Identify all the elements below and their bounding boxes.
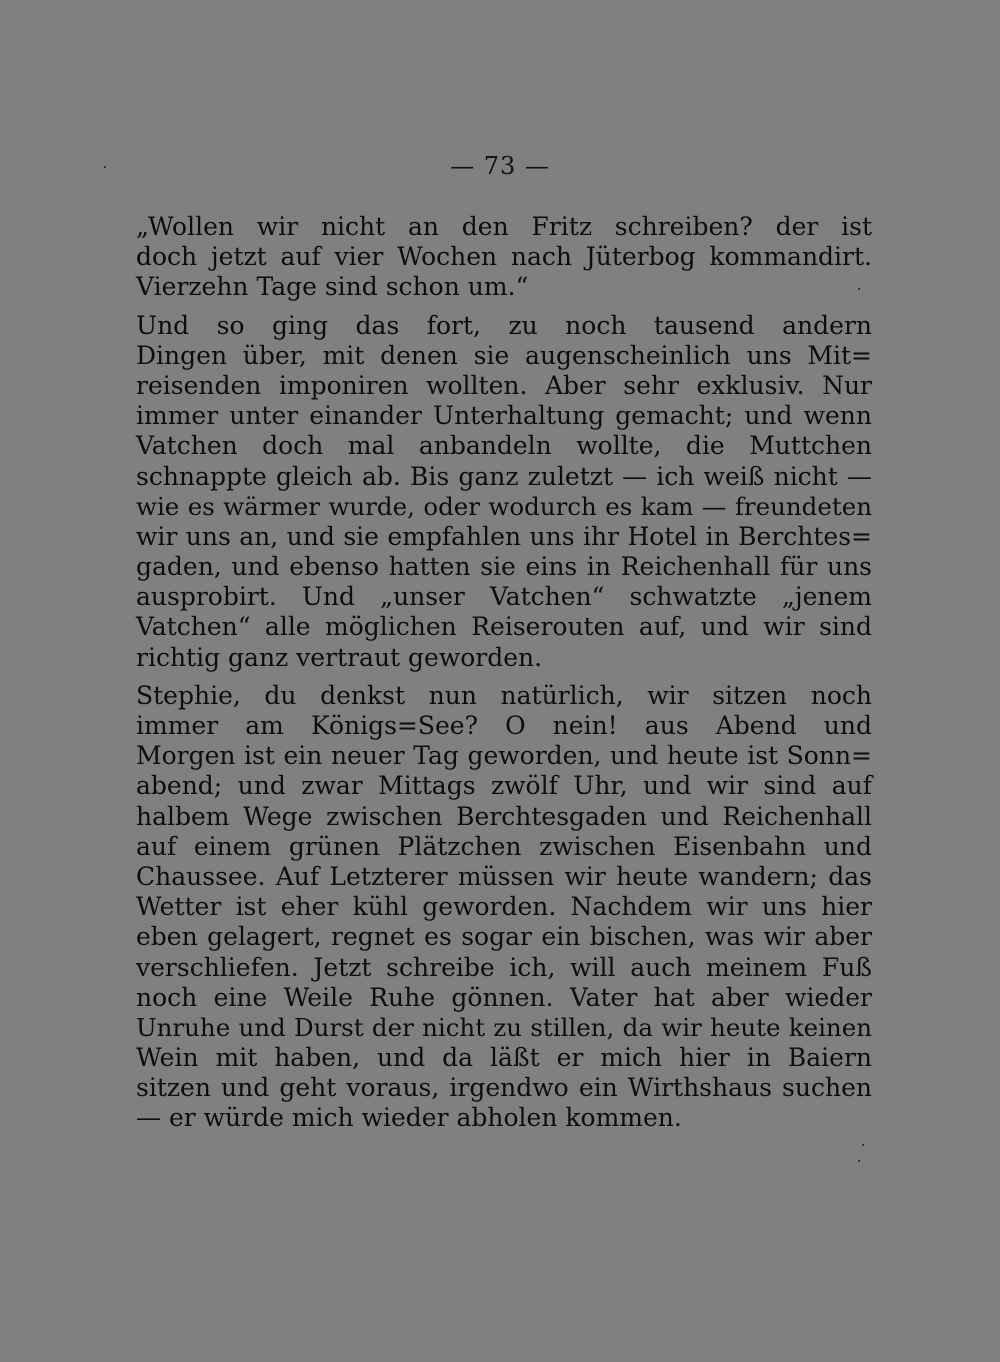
page-number: — 73 — bbox=[450, 152, 550, 180]
scan-speck bbox=[858, 288, 860, 290]
text-line: immer unter einander Unterhaltung gemacht; und wenn bbox=[136, 401, 872, 431]
text-line: schnappte gleich ab. Bis ganz zuletzt — ich weiß nicht — bbox=[136, 461, 872, 491]
text-line: Stephie, du denkst nun natürlich, wir sitzen noch bbox=[136, 680, 872, 710]
text-line: wie es wärmer wurde, oder wodurch es kam — freundeten bbox=[136, 491, 872, 521]
text-line: abend; und zwar Mittags zwölf Uhr, und wir sind auf bbox=[136, 771, 872, 801]
text-line: Wein mit haben, und da läßt er mich hier in Baiern bbox=[136, 1043, 872, 1073]
text-line: Morgen ist ein neuer Tag geworden, und heute ist Sonn= bbox=[136, 741, 872, 771]
text-line: verschliefen. Jetzt schreibe ich, will auch meinem Fuß bbox=[136, 952, 872, 982]
text-line: Vatchen“ alle möglichen Reiserouten auf, und wir sind bbox=[136, 612, 872, 642]
paragraph-3 bbox=[136, 681, 872, 1134]
text-line: immer am Königs=See? O nein! aus Abend und bbox=[136, 711, 872, 740]
scan-speck bbox=[858, 1160, 860, 1162]
text-line: wir uns an, und sie empfahlen uns ihr Hotel in Berchtes= bbox=[136, 521, 872, 551]
paragraph-2 bbox=[136, 311, 872, 673]
text-line: Wetter ist eher kühl geworden. Nachdem wir uns hier bbox=[136, 892, 872, 922]
text-line: Unruhe und Durst der nicht zu stillen, da wir heute keinen bbox=[136, 1012, 872, 1042]
text-line: richtig ganz vertraut geworden. bbox=[136, 642, 543, 672]
body-text bbox=[136, 212, 872, 1134]
text-line: halbem Wege zwischen Berchtesgaden und Reichenhall bbox=[136, 801, 872, 831]
text-line: „Wollen wir nicht an den Fritz schreiben? der ist bbox=[136, 212, 872, 241]
text-line: Vatchen doch mal anbandeln wollte, die Muttchen bbox=[136, 431, 872, 461]
text-line: eben gelagert, regnet es sogar ein bischen, was wir aber bbox=[136, 922, 872, 952]
text-line: Chaussee. Auf Letzterer müssen wir heute wandern; das bbox=[136, 861, 872, 891]
text-line: ausprobirt. Und „unser Vatchen“ schwatzte „jenem bbox=[136, 582, 872, 612]
scan-speck bbox=[862, 1144, 864, 1146]
text-line: Und so ging das fort, zu noch tausend andern bbox=[136, 310, 872, 340]
text-line: Dingen über, mit denen sie augenscheinlich uns Mit= bbox=[136, 340, 872, 370]
text-line: doch jetzt auf vier Wochen nach Jüterbog kommandirt. bbox=[136, 242, 872, 272]
scan-speck bbox=[104, 166, 106, 168]
paragraph-1 bbox=[136, 212, 872, 303]
paragraph-gap bbox=[136, 303, 872, 311]
text-line: Vierzehn Tage sind schon um.“ bbox=[136, 272, 529, 302]
text-line: noch eine Weile Ruhe gönnen. Vater hat aber wieder bbox=[136, 982, 872, 1012]
text-line: reisenden imponiren wollten. Aber sehr exklusiv. Nur bbox=[136, 370, 872, 400]
text-line: auf einem grünen Plätzchen zwischen Eisenbahn und bbox=[136, 831, 872, 861]
text-line: gaden, und ebenso hatten sie eins in Reichenhall für uns bbox=[136, 552, 872, 582]
paragraph-gap bbox=[136, 673, 872, 681]
text-line: sitzen und geht voraus, irgendwo ein Wirthshaus suchen bbox=[136, 1073, 872, 1103]
text-line: — er würde mich wieder abholen kommen. bbox=[136, 1103, 682, 1133]
